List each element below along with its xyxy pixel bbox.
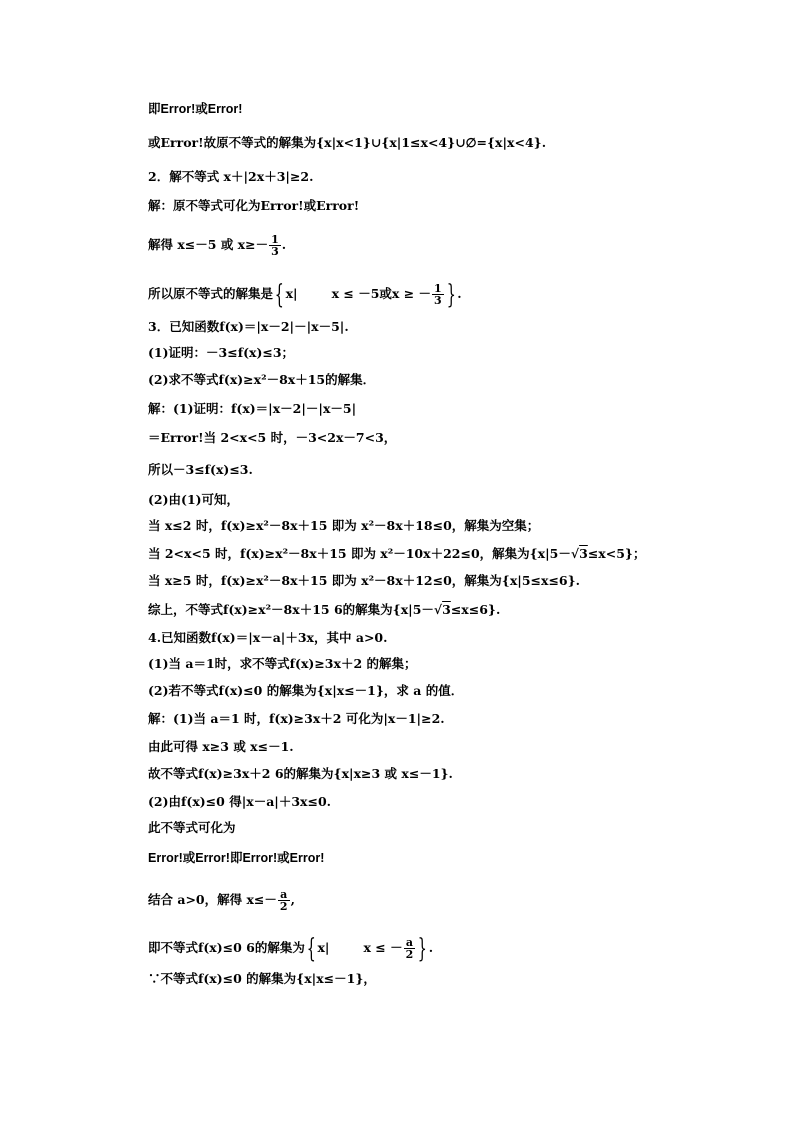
text-line-1 (148, 101, 242, 117)
line-text: 综上，不等式f(x)≥x²－8x＋15 6的解集为{x|5－√ (148, 602, 443, 617)
line-text: (2)由(1)可知， (148, 492, 240, 507)
line-text: (1)当 a＝1时，求不等式f(x)≥3x＋2 的解集； (148, 656, 417, 671)
text-line-29 (148, 971, 376, 987)
text-line-24 (148, 794, 331, 810)
sqrt-radicand: 3 (442, 602, 451, 617)
line-text: 故不等式f(x)≥3x＋2 6的解集为{x|x≥3 或 x≤－1}. (148, 766, 453, 781)
line-text: 解：(1)当 a＝1 时，f(x)≥3x＋2 可化为|x－1|≥2. (148, 711, 445, 726)
set-condition: x ≤ － (363, 940, 403, 955)
line-text: . (428, 940, 434, 955)
line-text: (2)若不等式f(x)≤0 的解集为{x|x≤－1}，求 a 的值． (148, 683, 464, 698)
line-text: 2．解不等式 x＋|2x＋3|≥2. (148, 169, 314, 184)
line-text: (1)证明：－3≤f(x)≤3； (148, 345, 295, 360)
text-line-14 (148, 518, 539, 534)
line-text: (2)求不等式f(x)≥x²－8x＋15的解集． (148, 372, 376, 387)
line-text: ≤x<5}； (587, 546, 646, 561)
problem-4-heading (148, 630, 387, 646)
fraction-numerator: a (404, 937, 416, 949)
text-line-2 (148, 135, 546, 151)
text-line-16 (148, 573, 580, 589)
fraction-numerator: 1 (271, 233, 279, 246)
line-text: ≤x≤6}. (450, 602, 501, 617)
problem-3-heading (148, 319, 349, 335)
text-line-11 (148, 430, 396, 446)
text-line-12 (148, 462, 253, 478)
text-line-9 (148, 372, 375, 388)
set-condition: x ≤ －5或x ≥ － (331, 286, 432, 301)
text-line-5 (148, 234, 286, 257)
line-text: 3．已知函数f(x)＝|x－2|－|x－5|. (148, 319, 349, 334)
line-text: 解：原不等式可化为Error!或Error! (148, 198, 360, 213)
problem-2-heading (148, 169, 313, 185)
line-text: Error!或Error!即Error!或Error! (148, 851, 325, 865)
line-text: 结合 a>0，解得 x≤－ (148, 892, 277, 907)
text-line-26 (148, 850, 324, 866)
fraction (269, 234, 281, 257)
set-builder: x| (317, 940, 330, 955)
line-text: 即不等式f(x)≤0 6的解集为 (148, 940, 305, 955)
line-text: 当 x≤2 时，f(x)≥x²－8x＋15 即为 x²－8x＋18≤0，解集为空集； (148, 518, 540, 533)
line-text: ∵不等式f(x)≤0 的解集为{x|x≤－1}， (148, 971, 376, 986)
fraction-denominator: 2 (405, 948, 414, 961)
line-text: 由此可得 x≥3 或 x≤－1. (148, 739, 294, 754)
text-line-10 (148, 401, 356, 417)
text-line-4 (148, 198, 359, 214)
fraction-numerator: 1 (434, 282, 442, 295)
text-line-21 (148, 711, 445, 727)
left-brace: { (274, 279, 284, 310)
right-brace: } (417, 933, 428, 964)
line-text: 所以原不等式的解集是 (148, 286, 274, 301)
fraction (278, 889, 290, 912)
right-brace: } (446, 279, 456, 310)
text-line-22 (148, 739, 294, 755)
fraction-denominator: 3 (434, 294, 442, 307)
line-text: ＝Error!当 2<x<5 时，－3<2x－7<3， (148, 430, 397, 445)
line-text: 解得 x≤－5 或 x≥－ (148, 237, 269, 252)
left-brace: { (306, 933, 316, 964)
line-text: . (281, 237, 287, 252)
line-text: 即Error!或Error! (148, 102, 243, 116)
set-builder: x| (285, 286, 298, 301)
text-line-6 (148, 279, 462, 310)
text-line-23 (148, 766, 453, 782)
text-line-8 (148, 345, 294, 361)
text-line-20 (148, 683, 463, 699)
text-line-15 (148, 546, 645, 562)
line-text: 或Error!故原不等式的解集为{x|x<1}∪{x|1≤x<4}∪∅={x|x<4}. (148, 135, 547, 150)
text-line-19 (148, 656, 417, 672)
fraction-denominator: 2 (279, 900, 288, 913)
fraction-numerator: a (278, 889, 290, 901)
line-text: , (290, 892, 295, 907)
line-text: 4.已知函数f(x)＝|x－a|＋3x，其中 a>0. (148, 630, 388, 645)
line-text: 所以－3≤f(x)≤3. (148, 462, 253, 477)
line-text: 此不等式可化为 (148, 820, 236, 835)
line-text: (2)由f(x)≤0 得|x－a|＋3x≤0. (148, 794, 332, 809)
line-text: 当 x≥5 时，f(x)≥x²－8x＋15 即为 x²－8x＋12≤0，解集为{x|5≤x≤6}. (148, 573, 581, 588)
text-line-17 (148, 602, 500, 618)
text-line-25 (148, 820, 236, 836)
fraction (432, 283, 444, 306)
text-line-13 (148, 492, 239, 508)
line-text: . (457, 286, 462, 301)
line-text: 解：(1)证明：f(x)＝|x－2|－|x－5| (148, 401, 357, 416)
fraction (404, 937, 416, 960)
text-line-27 (148, 889, 295, 912)
line-text: 当 2<x<5 时，f(x)≥x²－8x＋15 即为 x²－10x＋22≤0，解集为{x|5－√ (148, 546, 580, 561)
text-line-28 (148, 933, 434, 964)
sqrt-radicand: 3 (579, 546, 588, 561)
fraction-denominator: 3 (271, 245, 279, 258)
